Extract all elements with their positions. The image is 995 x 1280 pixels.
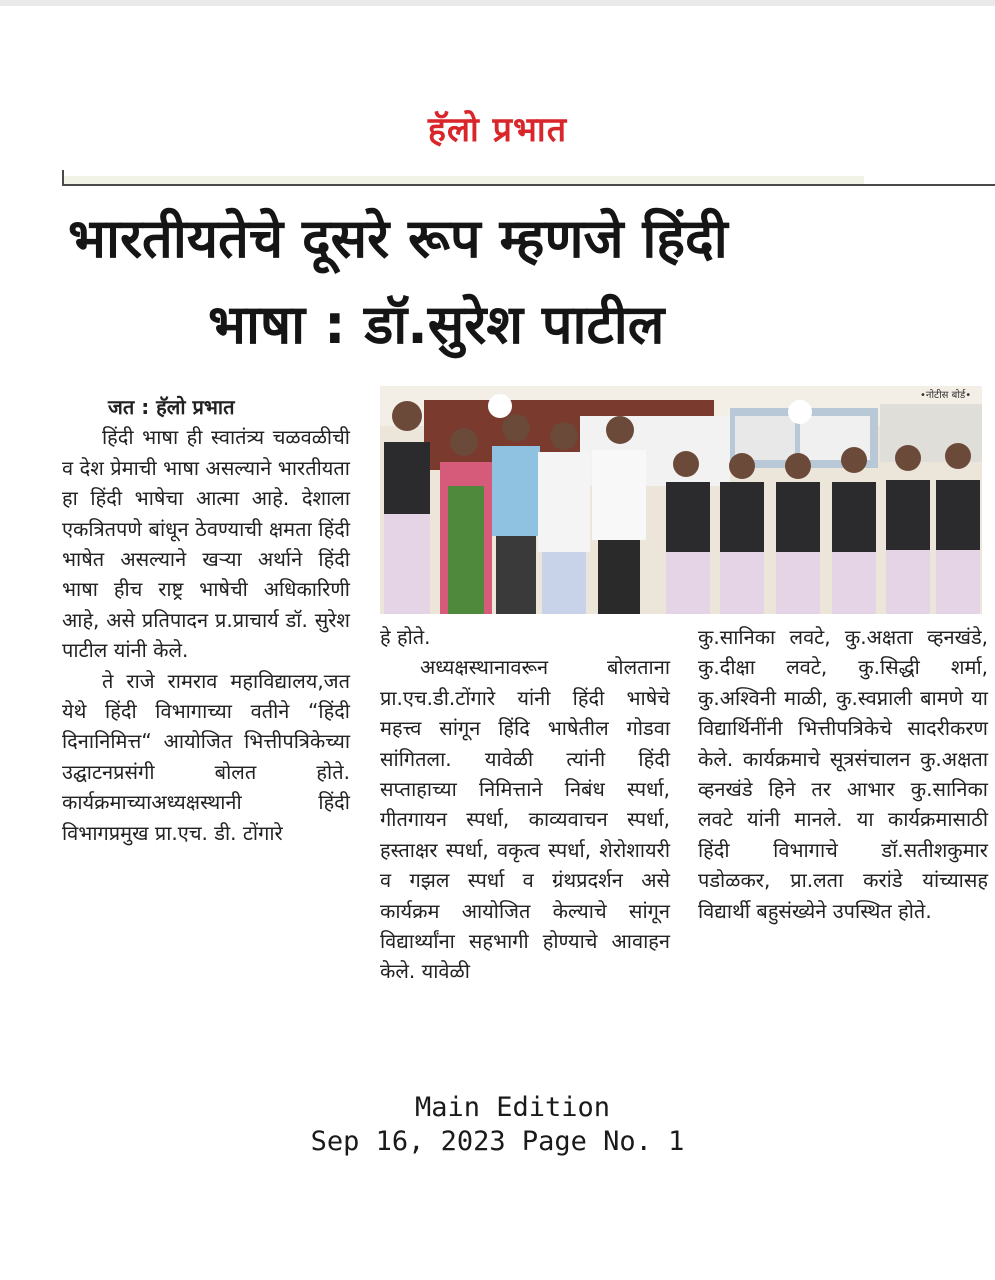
edition-name: Main Edition xyxy=(414,1092,611,1123)
edition-date-page: Sep 16, 2023 Page No. 1 xyxy=(310,1126,685,1157)
column2-continuation: हे होते. xyxy=(380,625,431,649)
group-photo-illustration xyxy=(380,386,982,614)
headline-line-1: भारतीयतेचे दूसरे रूप म्हणजे हिंदी xyxy=(68,207,728,270)
article-column-1 xyxy=(62,392,350,848)
article-column-3 xyxy=(698,622,988,926)
column1-paragraph-2: ते राजे रामराव महाविद्यालय,जत येथे हिंदी विभागाच्या वतीने “हिंदी दिनानिमित्त“ आयोजित भित्तीपत्रिकेच्या उद्घाटनप्रसंगी बोलत होते. कार्यक्रमाच्याअध्यक्षस्थानी हिंदी विभागप्रमुख प्रा.एच. डी. टोंगारे xyxy=(62,668,350,845)
newspaper-masthead: हॅलो प्रभात xyxy=(427,110,568,150)
notice-board-label: •नोटीस बोर्ड• xyxy=(920,390,972,401)
article-column-2 xyxy=(380,622,670,987)
column3-paragraph: कु.सानिका लवटे, कु.अक्षता व्हनखंडे, कु.दीक्षा लवटे, कु.सिद्धी शर्मा, कु.अश्विनी माळी, कु.स्वप्नाली बामणे या विद्यार्थिनींनी भित्तीपत्रिकेचे सादरीकरण केले. कार्यक्रमाचे सूत्रसंचालन कु.अक्षता व्हनखंडे हिने तर आभार कु.सानिका लवटे यांनी मानले. या कार्यक्रमासाठी हिंदी विभागाचे डॉ.सतीशकुमार पडोळकर, प्रा.लता करांडे यांच्यासह विद्यार्थी बहुसंख्येने उपस्थित होते. xyxy=(698,625,988,923)
dateline: जत : हॅलो प्रभात xyxy=(108,395,235,419)
header-rule xyxy=(62,170,995,186)
event-photo xyxy=(380,386,982,614)
top-strip xyxy=(0,0,995,6)
headline-line-2: भाषा : डॉ.सुरेश पाटील xyxy=(208,293,665,356)
column2-paragraph: अध्यक्षस्थानावरून बोलताना प्रा.एच.डी.टोंगारे यांनी हिंदी भाषेचे महत्त्व सांगून हिंदि भाषेतील गोडवा सांगितला. यावेळी त्यांनी हिंदी सप्ताहाच्या निमित्ताने निबंध स्पर्धा, गीतगायन स्पर्धा, काव्यवाचन स्पर्धा, हस्ताक्षर स्पर्धा, वकृत्व स्पर्धा, शेरोशायरी व गझल स्पर्धा व ग्रंथप्रदर्शन असे कार्यक्रम आयोजित केल्याचे सांगून विद्यार्थ्यांना सहभागी होण्याचे आवाहन केले. यावेळी xyxy=(380,655,670,984)
column1-paragraph-1: हिंदी भाषा ही स्वातंत्र्य चळवळीची व देश प्रेमाची भाषा असल्याने भारतीयता हा हिंदी भाषेचा आत्मा आहे. देशाला एकत्रितपणे बांधून ठेवण्याची क्षमता हिंदी भाषेत असल्याने खऱ्या अर्थाने हिंदी भाषा हीच राष्ट्र भाषेची अधिकारिणी आहे, असे प्रतिपादन प्र.प्राचार्य डॉ. सुरेश पाटील यांनी केले. xyxy=(62,425,350,663)
article-headline xyxy=(60,196,990,368)
